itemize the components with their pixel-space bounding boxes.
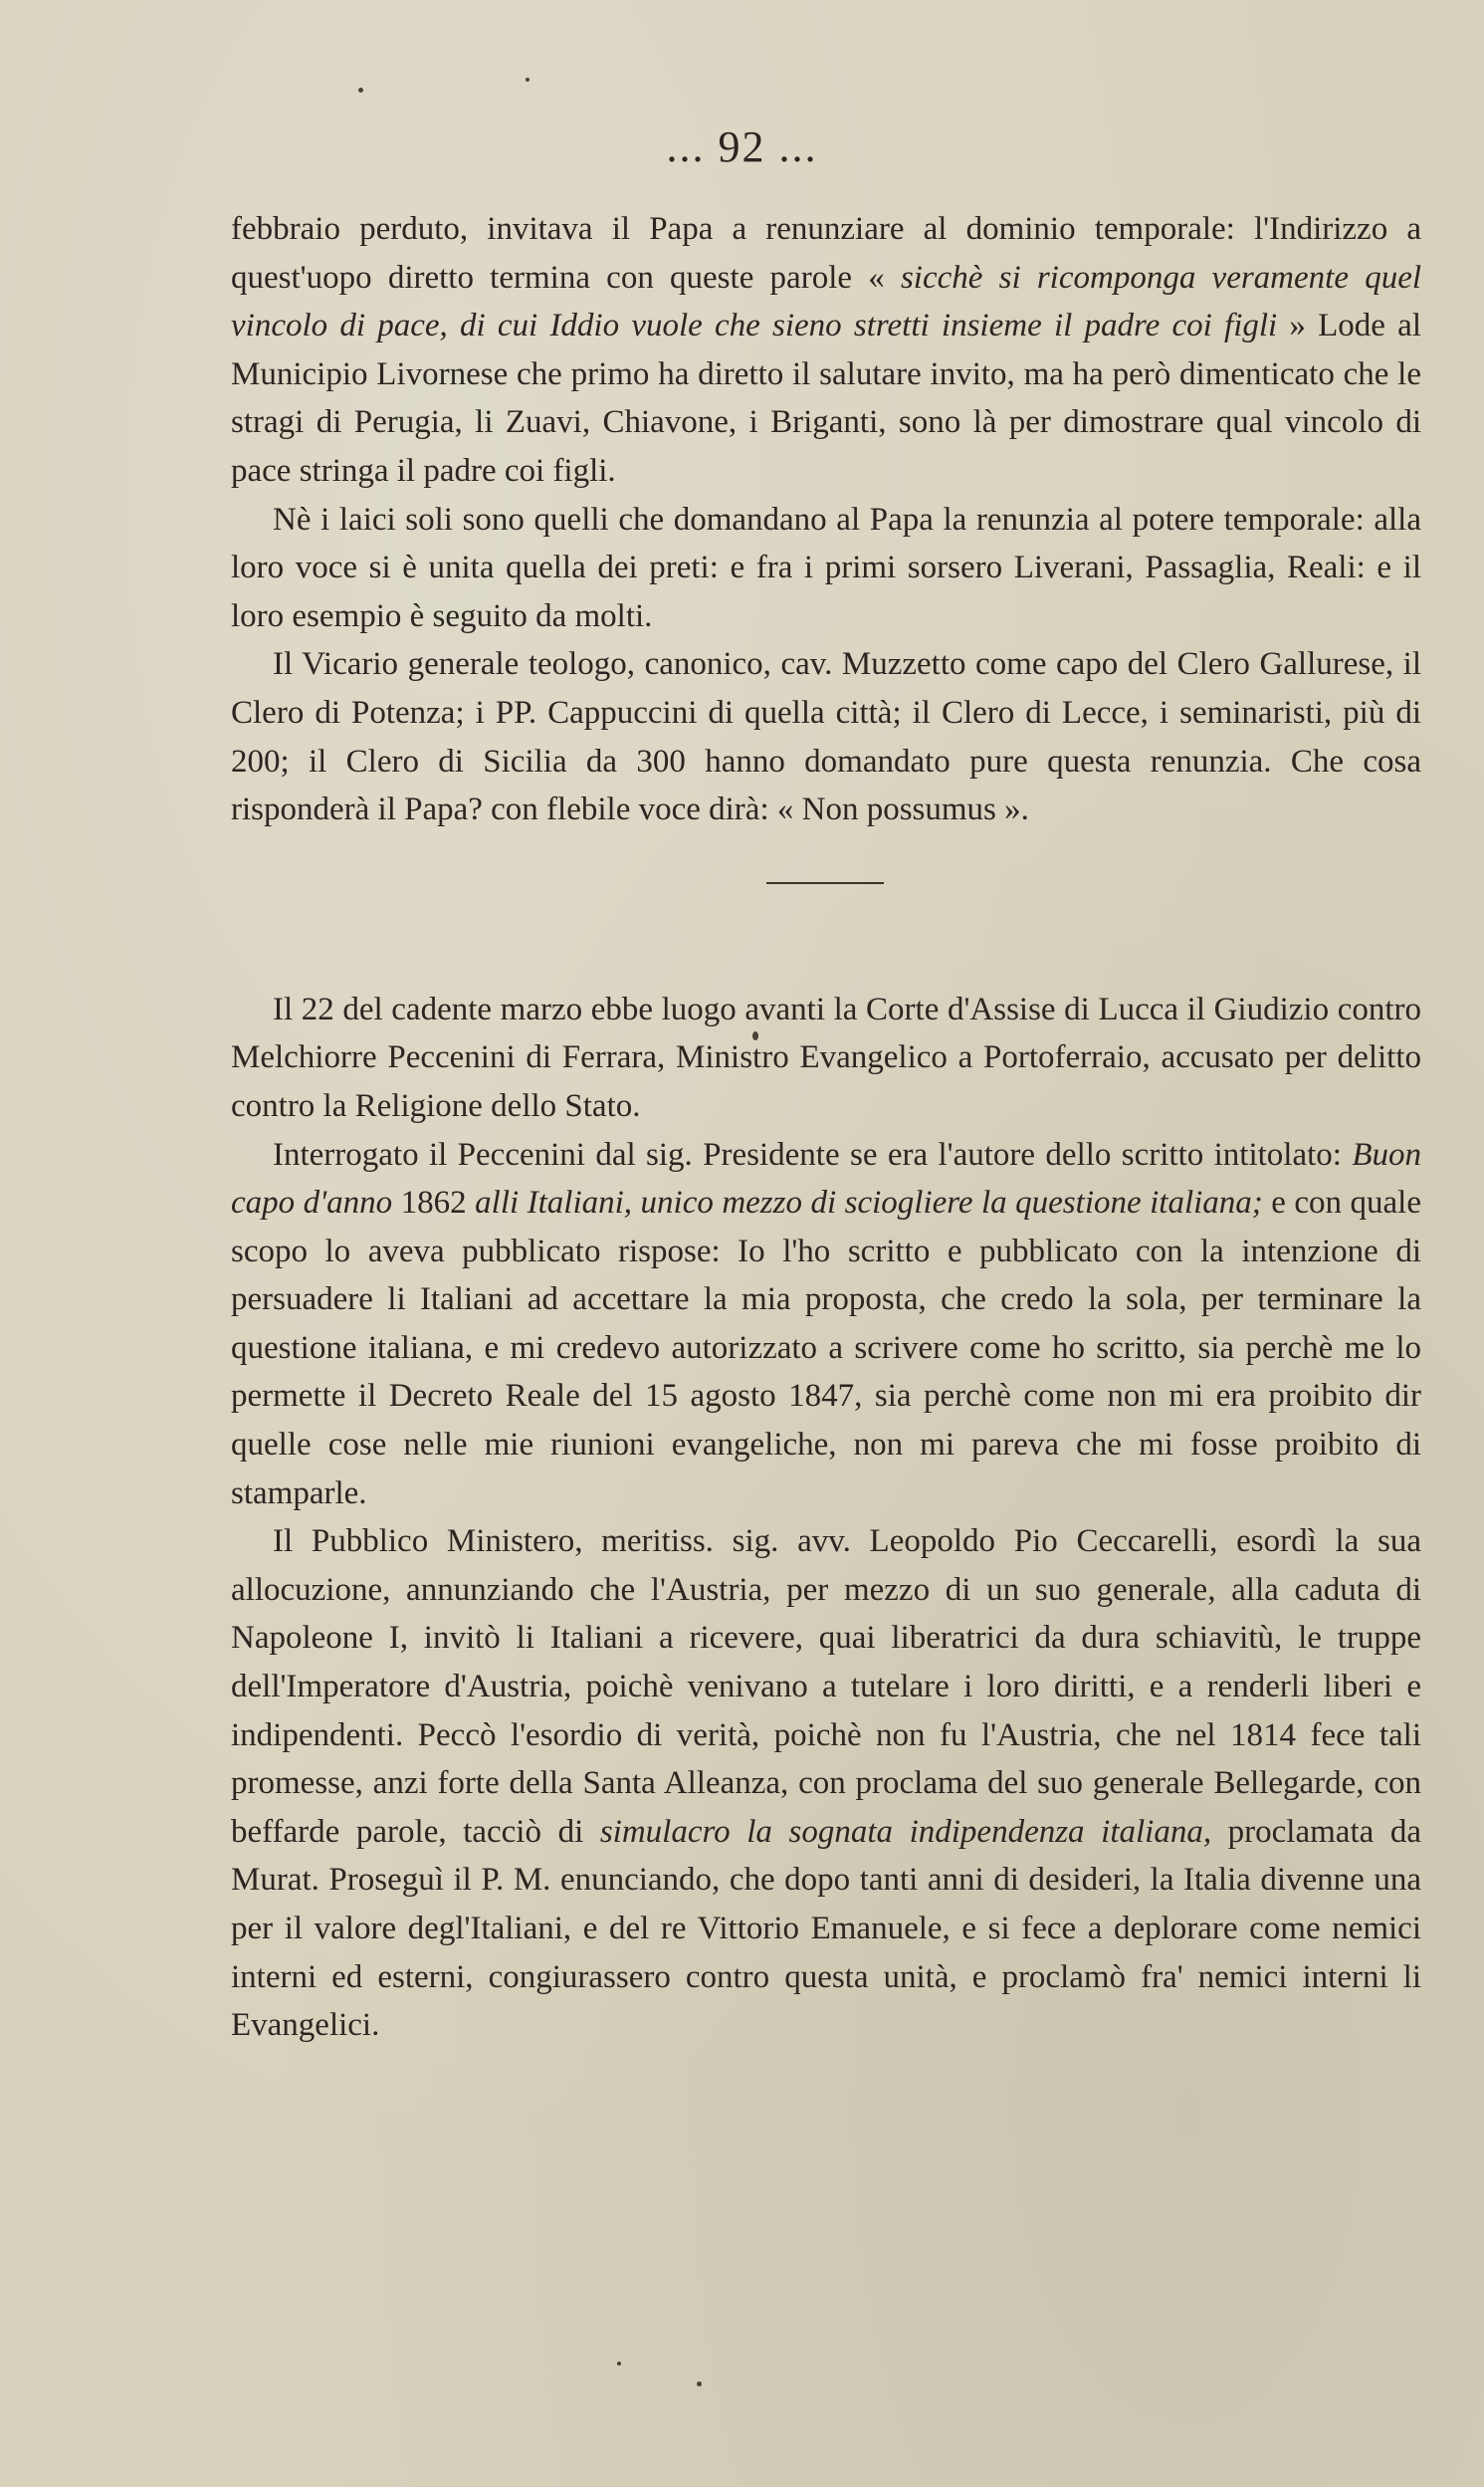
scan-speck	[697, 2381, 702, 2386]
section-divider-block	[231, 834, 1421, 986]
title-italic: Buon capo d'anno	[231, 1136, 1421, 1222]
scan-speck	[358, 88, 363, 93]
paragraph-laici: Nè i laici soli sono quelli che domandano al Papa la renunzia al potere temporale: alla loro voce si è unita quella dei preti: e fra i primi sorsero Liverani, Passaglia, Reali: e il loro esempio è seguito da molti.	[231, 501, 1421, 634]
page-number: ... 92 ...	[666, 122, 818, 171]
scan-speck	[617, 2362, 621, 2366]
year-text: 1862	[392, 1185, 476, 1222]
text-column	[231, 205, 1421, 2050]
quoted-words-italic: sicchè si ricomponga veramente quel vincolo di pace, di cui Iddio vuole che sieno stretti insieme il padre coi figli	[231, 259, 1422, 344]
paragraph-text: proclamata da Murat. Proseguì il P. M. enunciando, che dopo tanti anni di desideri, la Italia divenne una per il valore degl'Italiani, e del re Vittorio Emanuele, e si fece a deplorare come nemici interni ed esterni, congiurassero contro questa unità, e proclamò fra' nemici interni li Evangelici.	[231, 1813, 1421, 2044]
quoted-words-italic: simulacro la sognata indipendenza italiana,	[599, 1813, 1212, 1850]
paragraph-text: Interrogato il Peccenini dal sig. Presidente se era l'autore dello scritto intitolato:	[273, 1136, 1353, 1173]
paragraph-text: febbraio perduto, invitava il Papa a renunziare al dominio temporale: l'Indirizzo a quest'uopo diretto termina con queste parole «	[231, 211, 1421, 296]
paragraph-text: e con quale scopo lo aveva pubblicato rispose: Io l'ho scritto e pubblicato con la intenzione di persuadere li Italiani ad accettare la mia proposta, che credo la sola, per terminare la questione italiana, e mi credevo autorizzato a scrivere come ho scritto, sia perchè me lo permette il Decreto Reale del 15 agosto 1847, sia perchè come non mi era proibito dir quelle cose nelle mie riunioni evangeliche, non mi pareva che mi fosse proibito di stamparle.	[231, 1185, 1421, 1511]
paragraph-trial: Il 22 del cadente marzo ebbe luogo avanti la Corte d'Assise di Lucca il Giudizio contro Melchiorre Peccenini di Ferrara, Ministro Evangelico a Portoferraio, accusato per delitto contro la Religione dello Stato.	[231, 991, 1421, 1124]
paragraph-vicario: Il Vicario generale teologo, canonico, cav. Muzzetto come capo del Clero Gallurese, il Clero di Potenza; i PP. Cappuccini di quella città; il Clero di Lecce, i seminaristi, più di 200; il Clero di Sicilia da 300 hanno domandato pure questa renunzia. Che cosa risponderà il Papa? con flebile voce dirà: « Non possumus ».	[231, 646, 1421, 828]
paragraph-text: » Lode al Municipio Livornese che primo ha diretto il salutare invito, ma ha però dimenticato che le stragi di Perugia, li Zuavi, Chiavone, i Briganti, sono là per dimostrare qual vincolo di pace stringa il padre coi figli.	[231, 308, 1421, 489]
scan-speck	[526, 78, 530, 82]
paragraph-interrogation	[231, 1131, 1421, 1518]
section-divider	[766, 882, 884, 884]
paragraph-text: Il Pubblico Ministero, meritiss. sig. avv. Leopoldo Pio Ceccarelli, esordì la sua allocuzione, annunziando che l'Austria, per mezzo di un suo generale, alla caduta di Napoleone I, invitò li Italiani a ricevere, quai liberatrici da dura schiavitù, le truppe dell'Imperatore d'Austria, poichè venivano a tutelare i loro diritti, e a renderli liberi e indipendenti. Peccò l'esordio di verità, poichè non fu l'Austria, che nel 1814 fece tali promesse, anzi forte della Santa Alleanza, con proclama del suo generale Bellegarde, con beffarde parole, tacciò di	[231, 1523, 1421, 1850]
title-italic: alli Italiani, unico mezzo di sciogliere la questione italiana;	[475, 1185, 1263, 1222]
paragraph-petition-continuation	[231, 205, 1421, 496]
paragraph-prosecutor	[231, 1517, 1421, 2050]
